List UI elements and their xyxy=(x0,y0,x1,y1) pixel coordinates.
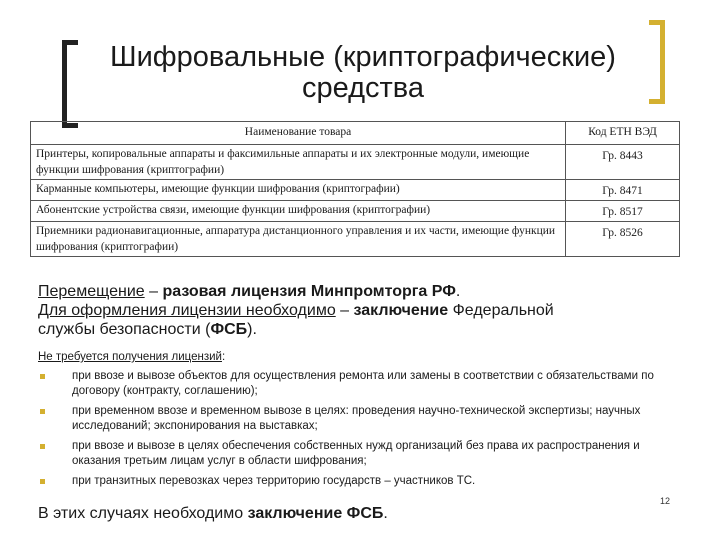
goods-name-cell: Приемники радионавигационные, аппаратура дистанционного управления и их части, имеющие функции шифрования (криптографии) xyxy=(31,222,566,257)
slide-title-line1: Шифровальные (криптографические) xyxy=(110,41,616,73)
conclusion-text-2: службы безопасности ( xyxy=(38,321,211,338)
slide-title-line2: средства xyxy=(301,72,425,104)
colon: : xyxy=(221,351,226,363)
list-item xyxy=(38,439,678,469)
goods-code-cell: Гр. 8526 xyxy=(566,222,680,257)
movement-label: Перемещение xyxy=(38,283,145,300)
conclusion-line-2 xyxy=(38,320,698,339)
close-paren: ). xyxy=(247,321,257,338)
slide-title xyxy=(80,42,646,104)
goods-code-cell: Гр. 8443 xyxy=(566,145,680,180)
header-goods-name: Наименование товара xyxy=(31,122,566,145)
list-item xyxy=(38,474,678,489)
registration-label: Для оформления лицензии необходимо xyxy=(38,302,336,319)
list-item-text: при транзитных перевозках через территорию государств – участников ТС. xyxy=(72,475,476,487)
footer-text: В этих случаях необходимо xyxy=(38,505,248,522)
bullet-icon xyxy=(40,409,45,414)
dash: – xyxy=(335,302,354,319)
goods-code-cell: Гр. 8517 xyxy=(566,201,680,222)
list-item xyxy=(38,369,678,399)
goods-name-cell: Абонентские устройства связи, имеющие функции шифрования (криптографии) xyxy=(31,201,566,222)
license-line xyxy=(38,282,698,301)
fsb-abbr: ФСБ xyxy=(210,321,248,338)
license-type: разовая лицензия Минпромторга РФ xyxy=(162,283,456,300)
table-header-row xyxy=(31,122,680,145)
list-item-text: при ввозе и вывозе в целях обеспечения собственных нужд организаций без права их распространения и оказания третьим лицам услуг в области шифрования; xyxy=(72,440,640,467)
conclusion-text: Федеральной xyxy=(448,302,554,319)
table-row xyxy=(31,145,680,180)
exemptions-block xyxy=(38,350,678,494)
list-item-text: при ввозе и вывозе объектов для осуществления ремонта или замены в соответствии с обязательствами по договору (контракту, соглашению); xyxy=(72,370,654,397)
footer-period: . xyxy=(383,505,388,522)
exemptions-lead xyxy=(38,350,678,365)
dash: – xyxy=(144,283,163,300)
goods-code-cell: Гр. 8471 xyxy=(566,180,680,201)
title-bracket-left xyxy=(62,40,78,128)
list-item-text: при временном ввозе и временном вывозе в целях: проведения научно-технической экспертизы; научных исследований; экспонирования на выставках; xyxy=(72,405,641,432)
conclusion-line xyxy=(38,301,698,320)
conclusion-word: заключение xyxy=(353,302,449,319)
page-number: 12 xyxy=(660,496,671,506)
table-row xyxy=(31,201,680,222)
title-bracket-right xyxy=(649,20,665,104)
list-item xyxy=(38,404,678,434)
period: . xyxy=(455,283,461,300)
table-row xyxy=(31,222,680,257)
exemptions-lead-text: Не требуется получения лицензий xyxy=(38,351,222,363)
goods-table xyxy=(30,121,680,257)
bullet-icon xyxy=(40,444,45,449)
table-row xyxy=(31,180,680,201)
header-code: Код ЕТН ВЭД xyxy=(566,122,680,145)
goods-name-cell: Карманные компьютеры, имеющие функции шифрования (криптографии) xyxy=(31,180,566,201)
exemptions-list xyxy=(38,369,678,489)
goods-name-cell: Принтеры, копировальные аппараты и факсимильные аппараты и их электронные модули, имеющие функции шифрования (криптографии) xyxy=(31,145,566,180)
footer-note xyxy=(38,504,388,523)
footer-bold: заключение ФСБ xyxy=(247,505,384,522)
bullet-icon xyxy=(40,374,45,379)
bullet-icon xyxy=(40,479,45,484)
license-info xyxy=(38,282,698,339)
